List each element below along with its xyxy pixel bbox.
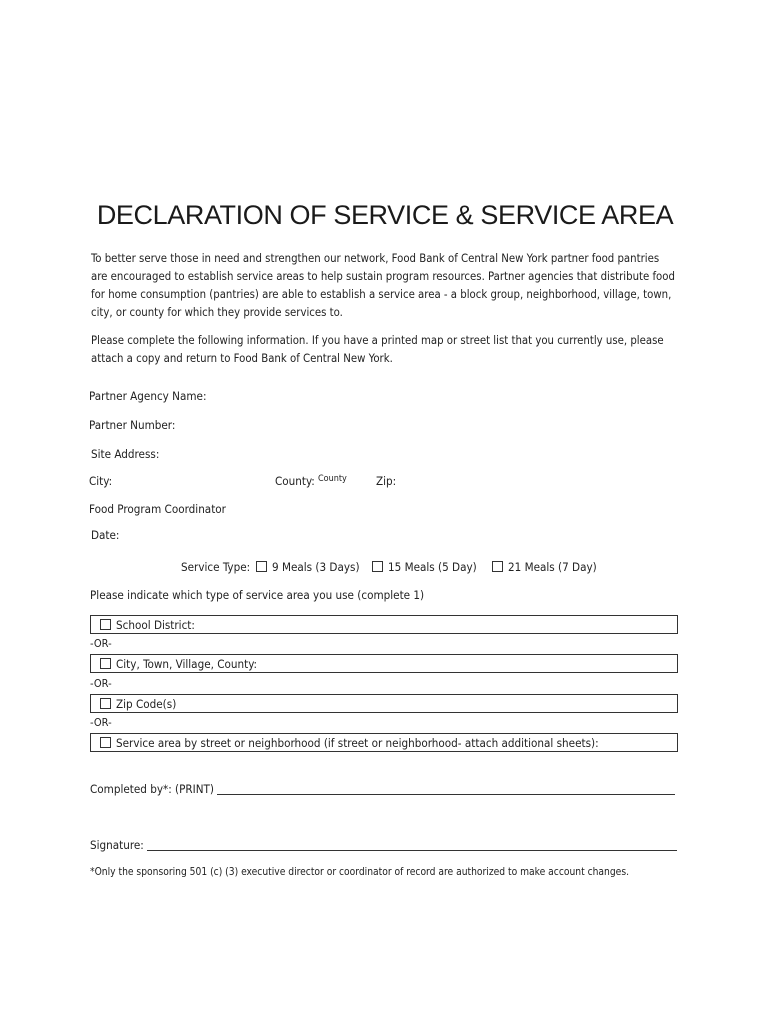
signature-line[interactable] (147, 850, 677, 851)
county-field[interactable]: County (318, 474, 347, 484)
checkbox[interactable] (100, 737, 111, 748)
service-type-option-15-meals[interactable] (372, 560, 477, 574)
option-label: 21 Meals (7 Day) (508, 560, 597, 574)
completed-by-row (90, 782, 675, 796)
service-type-option-21-meals[interactable] (492, 560, 597, 574)
checkbox[interactable] (100, 619, 111, 630)
city-label: City: (89, 474, 113, 488)
service-area-school-district[interactable] (90, 615, 678, 634)
footnote: *Only the sponsoring 501 (c) (3) executive director or coordinator of record are authorized to make account changes. (90, 867, 630, 878)
service-type-label: Service Type: (181, 560, 251, 574)
intro-line: are encouraged to establish service areas to help sustain program resources. Partner agencies that distribute food (91, 270, 675, 283)
service-type-option-9-meals[interactable] (256, 560, 360, 574)
site-address-label: Site Address: (91, 447, 160, 461)
service-area-zip-codes[interactable] (90, 694, 678, 713)
signature-label: Signature: (90, 838, 144, 852)
option-label: City, Town, Village, County: (116, 657, 258, 671)
partner-number-label: Partner Number: (89, 418, 176, 432)
intro-line: city, or county for which they provide services to. (91, 306, 343, 319)
checkbox[interactable] (100, 658, 111, 669)
instruction-line: attach a copy and return to Food Bank of Central New York. (91, 352, 393, 365)
completed-by-line[interactable] (217, 794, 675, 795)
instruction-line: Please complete the following information. If you have a printed map or street list that you currently use, please (91, 334, 664, 347)
checkbox[interactable] (372, 561, 383, 572)
intro-line: To better serve those in need and strengthen our network, Food Bank of Central New York partner food pantries (91, 252, 660, 265)
option-label: School District: (116, 618, 195, 632)
option-label: 9 Meals (3 Days) (272, 560, 360, 574)
option-label: Service area by street or neighborhood (if street or neighborhood- attach additional sheets): (116, 736, 599, 750)
agency-name-label: Partner Agency Name: (89, 389, 207, 403)
checkbox[interactable] (100, 698, 111, 709)
option-label: 15 Meals (5 Day) (388, 560, 477, 574)
intro-line: for home consumption (pantries) are able to establish a service area - a block group, neighborhood, village, town, (91, 288, 672, 301)
service-area-city-town[interactable] (90, 654, 678, 673)
or-separator: -OR- (90, 716, 112, 729)
county-label: County: (275, 474, 315, 488)
coordinator-label: Food Program Coordinator (89, 502, 226, 516)
or-separator: -OR- (90, 677, 112, 690)
service-area-prompt: Please indicate which type of service area you use (complete 1) (90, 588, 425, 602)
date-label: Date: (91, 528, 120, 542)
instruction-paragraph (91, 332, 691, 368)
checkbox[interactable] (256, 561, 267, 572)
option-label: Zip Code(s) (116, 697, 177, 711)
signature-row (90, 838, 677, 852)
or-separator: -OR- (90, 637, 112, 650)
zip-label: Zip: (376, 474, 397, 488)
page-title: DECLARATION OF SERVICE & SERVICE AREA (96, 200, 674, 230)
checkbox[interactable] (492, 561, 503, 572)
intro-paragraph (91, 250, 691, 322)
completed-by-label: Completed by*: (PRINT) (90, 782, 214, 796)
service-area-street-neighborhood[interactable] (90, 733, 678, 752)
